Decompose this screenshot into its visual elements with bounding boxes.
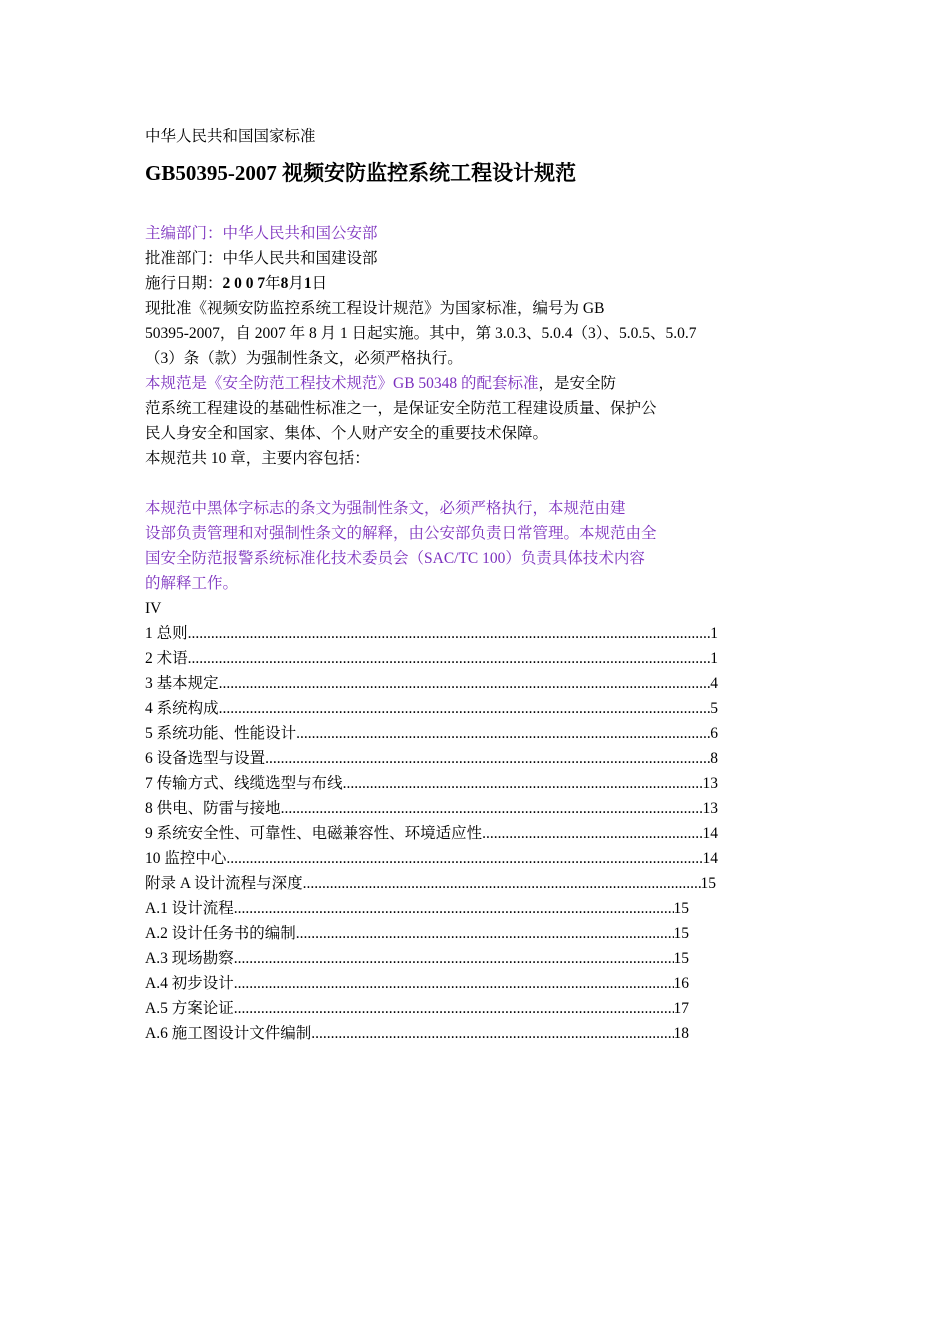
toc-leader-dots xyxy=(281,796,703,821)
toc-entry-page: 1 xyxy=(710,625,718,642)
toc-entry-page: 17 xyxy=(673,1000,689,1017)
toc-leader-dots xyxy=(188,621,711,646)
toc-entry-label: 3 基本规定 xyxy=(145,675,219,692)
toc-entry-label: 4 系统构成 xyxy=(145,700,219,717)
toc-subentry[interactable] xyxy=(145,1021,689,1046)
toc-entry[interactable] xyxy=(145,771,718,796)
table-of-contents xyxy=(145,621,755,1046)
toc-entry[interactable] xyxy=(145,721,718,746)
toc-entry-page: 13 xyxy=(702,800,718,817)
document-page xyxy=(145,124,755,1046)
toc-subentry[interactable] xyxy=(145,971,689,996)
toc-entry-page: 8 xyxy=(710,750,718,767)
toc-leader-dots xyxy=(234,971,674,996)
toc-entry[interactable] xyxy=(145,871,716,896)
toc-leader-dots xyxy=(219,696,711,721)
toc-subentry[interactable] xyxy=(145,996,689,1021)
toc-entry-label: 附录 A 设计流程与深度 xyxy=(145,875,303,892)
toc-entry-label: A.5 方案论证 xyxy=(145,1000,234,1017)
toc-entry-page: 15 xyxy=(673,925,689,942)
toc-leader-dots xyxy=(343,771,703,796)
toc-leader-dots xyxy=(219,671,711,696)
toc-entry-label: 2 术语 xyxy=(145,650,188,667)
spacer xyxy=(145,471,755,496)
toc-entry-page: 5 xyxy=(710,700,718,717)
toc-leader-dots xyxy=(226,846,702,871)
toc-entry-label: A.4 初步设计 xyxy=(145,975,234,992)
toc-entry-page: 16 xyxy=(673,975,689,992)
approval-text-line: 50395-2007，自 2007 年 8 月 1 日起实施。其中，第 3.0.3、5.0.4（3）、5.0.5、5.0.7 xyxy=(145,325,697,342)
toc-entry-page: 14 xyxy=(702,825,718,842)
toc-leader-dots xyxy=(265,746,710,771)
toc-entry[interactable] xyxy=(145,696,718,721)
effective-year-unit: 年 xyxy=(265,275,281,292)
toc-leader-dots xyxy=(234,946,674,971)
effective-year: 2 0 0 7 xyxy=(222,275,266,292)
toc-leader-dots xyxy=(296,921,674,946)
toc-entry-label: 8 供电、防雷与接地 xyxy=(145,800,281,817)
toc-entry-label: 6 设备选型与设置 xyxy=(145,750,266,767)
toc-subentry[interactable] xyxy=(145,946,689,971)
toc-entry[interactable] xyxy=(145,846,718,871)
roman-page-number: IV xyxy=(145,600,162,617)
toc-entry-page: 15 xyxy=(673,950,689,967)
toc-entry[interactable] xyxy=(145,671,718,696)
mandatory-text-line: 国安全防范报警系统标准化技术委员会（SAC/TC 100）负责具体技术内容 xyxy=(145,550,645,567)
effective-day: 1 xyxy=(303,275,312,292)
mandatory-text-line: 的解释工作。 xyxy=(145,575,239,592)
effective-date-line xyxy=(145,271,755,296)
mandatory-text-line: 设部负责管理和对强制性条文的解释，由公安部负责日常管理。本规范由全 xyxy=(145,525,657,542)
chief-editor-line: 主编部门：中华人民共和国公安部 xyxy=(145,225,378,242)
toc-entry-label: 7 传输方式、线缆选型与布线 xyxy=(145,775,343,792)
standard-category: 中华人民共和国国家标准 xyxy=(145,128,316,145)
toc-leader-dots xyxy=(482,821,702,846)
toc-entry-page: 15 xyxy=(673,900,689,917)
toc-entry-page: 6 xyxy=(710,725,718,742)
toc-entry[interactable] xyxy=(145,796,718,821)
toc-subentry[interactable] xyxy=(145,921,689,946)
companion-standard-rest: ，是安全防 xyxy=(538,375,617,392)
effective-month: 8 xyxy=(280,275,289,292)
companion-text-line: 民人身安全和国家、集体、个人财产安全的重要技术保障。 xyxy=(145,425,549,442)
toc-entry-label: A.6 施工图设计文件编制 xyxy=(145,1025,312,1042)
toc-leader-dots xyxy=(296,721,710,746)
toc-entry-page: 13 xyxy=(702,775,718,792)
mandatory-text-line: 本规范中黑体字标志的条文为强制性条文，必须严格执行，本规范由建 xyxy=(145,500,626,517)
toc-entry[interactable] xyxy=(145,646,718,671)
approval-text-line: （3）条（款）为强制性条文，必须严格执行。 xyxy=(145,350,463,367)
effective-month-unit: 月 xyxy=(288,275,304,292)
toc-entry-label: 9 系统安全性、可靠性、电磁兼容性、环境适应性 xyxy=(145,825,483,842)
toc-entry-page: 15 xyxy=(700,875,716,892)
toc-entry-label: A.2 设计任务书的编制 xyxy=(145,925,296,942)
approval-text-line: 现批准《视频安防监控系统工程设计规范》为国家标准，编号为 GB xyxy=(145,300,605,317)
toc-leader-dots xyxy=(234,896,674,921)
document-title: GB50395-2007 视频安防监控系统工程设计规范 xyxy=(145,161,577,185)
toc-entry-label: 5 系统功能、性能设计 xyxy=(145,725,297,742)
companion-standard-line xyxy=(145,371,755,396)
effective-day-unit: 日 xyxy=(311,275,328,292)
toc-entry[interactable] xyxy=(145,821,718,846)
toc-entry[interactable] xyxy=(145,746,718,771)
toc-subentry[interactable] xyxy=(145,896,689,921)
effective-date-label: 施行日期： xyxy=(145,275,223,292)
companion-standard-highlight: 本规范是《安全防范工程技术规范》GB 50348 的配套标准 xyxy=(145,375,539,392)
toc-leader-dots xyxy=(188,646,711,671)
toc-leader-dots xyxy=(303,871,701,896)
toc-entry-label: 10 监控中心 xyxy=(145,850,227,867)
toc-entry-label: 1 总则 xyxy=(145,625,188,642)
toc-entry-page: 1 xyxy=(710,650,718,667)
toc-leader-dots xyxy=(234,996,674,1021)
spacer xyxy=(145,188,755,221)
toc-entry[interactable] xyxy=(145,621,718,646)
approver-line: 批准部门：中华人民共和国建设部 xyxy=(145,250,378,267)
toc-entry-page: 18 xyxy=(673,1025,689,1042)
toc-entry-page: 14 xyxy=(702,850,718,867)
companion-text-line: 范系统工程建设的基础性标准之一，是保证安全防范工程建设质量、保护公 xyxy=(145,400,657,417)
toc-leader-dots xyxy=(311,1021,673,1046)
toc-entry-label: A.3 现场勘察 xyxy=(145,950,234,967)
toc-entry-page: 4 xyxy=(710,675,718,692)
chapters-summary-line: 本规范共 10 章，主要内容包括： xyxy=(145,450,370,467)
toc-entry-label: A.1 设计流程 xyxy=(145,900,234,917)
